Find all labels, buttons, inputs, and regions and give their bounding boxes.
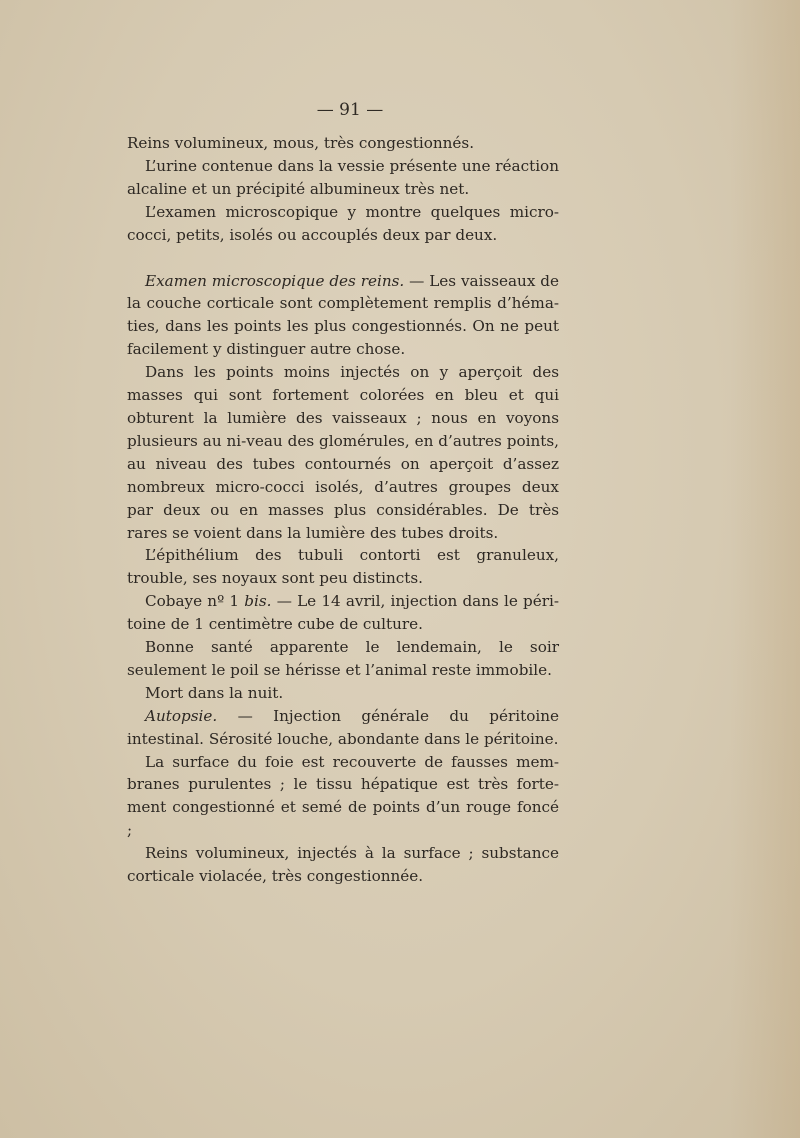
paragraph-cobaye	[127, 590, 559, 636]
paragraph-reins: Reins volumineux, mous, très congestionnés.	[127, 134, 475, 152]
paragraph-cobaye-bis: bis.	[244, 592, 272, 611]
paragraph-examen-reins-text: — Les vaisseaux de la couche corticale sont complètement remplis d’héma-ties, dans les points les plus congestionnés. On ne peut facilement y distinguer autre chose.	[127, 271, 560, 359]
paragraph-bonne-sante: Bonne santé apparente le lendemain, le soir seulement le poil se hérisse et l’animal reste immobile.	[127, 638, 559, 679]
paragraph-points-injectes: Dans les points moins injectés on y aperçoit des masses qui sont fortement colorées en bleu et qui obturent la lumière des vaisseaux ; nous en voyons plusieurs au ni-veau des glomérules, en d’autres points, au niveau des tubes contournés on aperçoit d’assez nombreux micro-cocci isolés, d’autres groupes deux par deux ou en masses plus considérables. De très rares se voient dans la lumière des tubes droits.	[127, 363, 559, 542]
paragraph-examen-reins	[127, 270, 559, 362]
italic-heading-examen-reins: Examen microscopique des reins.	[145, 271, 405, 290]
paragraph-autopsie	[127, 705, 559, 751]
paragraph-epithelium: L’épithélium des tubuli contorti est granuleux, trouble, ses noyaux sont peu distincts.	[127, 546, 559, 588]
paragraph-reins-final: Reins volumineux, injectés à la surface ; substance corticale violacée, très congestionnée.	[127, 844, 559, 886]
paragraph-urine: L’urine contenue dans la vessie présente une réaction alcaline et un précipité albumineux très net.	[127, 156, 559, 198]
paragraph-foie: La surface du foie est recouverte de fausses mem-branes purulentes ; le tissu hépatique est très forte-ment congestionné et semé de points d’un rouge foncé ;	[127, 752, 559, 840]
italic-heading-autopsie: Autopsie.	[145, 706, 218, 725]
page-number: — 91 —	[316, 100, 384, 120]
paragraph-mort: Mort dans la nuit.	[145, 683, 284, 702]
paragraph-examen-microscopique: L’examen microscopique y montre quelques micro-cocci, petits, isolés ou accouplés deux par deux.	[127, 202, 559, 244]
paragraph-cobaye-text: — Le 14 avril, injection dans le péri-toine de 1 centimètre cube de culture.	[127, 592, 559, 634]
paragraph-autopsie-text: — Injection générale du péritoine intestinal. Sérosité louche, abondante dans le péritoine.	[127, 706, 559, 748]
body-text	[127, 132, 559, 888]
paragraph-cobaye-lead: Cobaye nº 1	[145, 592, 245, 611]
